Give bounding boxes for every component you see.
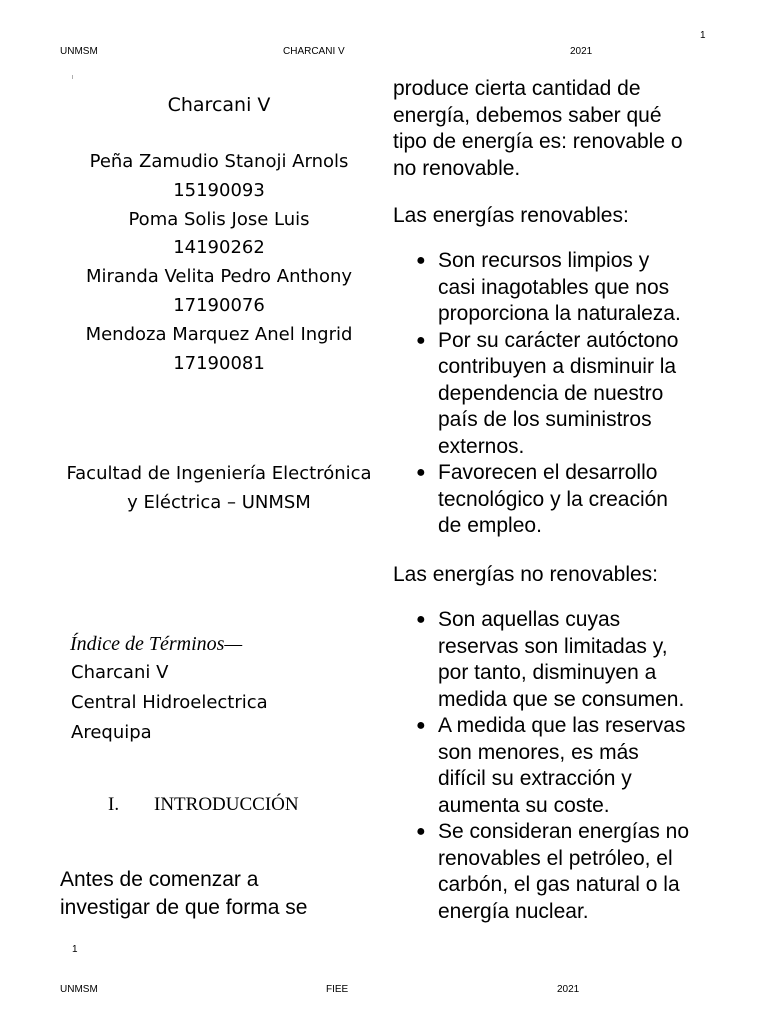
intro-text bbox=[60, 866, 307, 922]
nonrenewable-heading: Las energías no renovables: bbox=[393, 563, 659, 586]
text-line: tipo de energía es: renovable o bbox=[393, 130, 683, 153]
text-line: de empleo. bbox=[438, 514, 542, 537]
text-line: por tanto, disminuyen a bbox=[438, 661, 657, 684]
text-line: Favorecen el desarrollo bbox=[438, 461, 658, 484]
text-line: casi inagotables que nos bbox=[438, 275, 670, 299]
text-line: Son recursos limpios y bbox=[438, 249, 650, 272]
faculty-line: Facultad de Ingeniería Electrónica bbox=[66, 463, 372, 484]
text-line: medida que se consumen. bbox=[438, 687, 685, 711]
bullet-icon: ● bbox=[416, 252, 426, 269]
header-right: 2021 bbox=[570, 46, 593, 57]
footer-right: 2021 bbox=[557, 984, 580, 995]
text-line: Por su carácter autóctono bbox=[438, 328, 679, 352]
list-item bbox=[393, 248, 723, 328]
text-line: externos. bbox=[438, 434, 525, 458]
text-line: Se consideran energías no bbox=[438, 820, 690, 843]
section-title: INTRODUCCIÓN bbox=[154, 794, 299, 815]
text-line: Son aquellas cuyas bbox=[438, 608, 621, 631]
author-id: 14190262 bbox=[173, 237, 265, 259]
index-terms-list bbox=[71, 658, 389, 748]
renewable-heading: Las energías renovables: bbox=[393, 204, 629, 227]
text-line: dependencia de nuestro bbox=[438, 381, 664, 405]
text-line: son menores, es más bbox=[438, 740, 639, 764]
text-line: carbón, el gas natural o la bbox=[438, 873, 680, 896]
bullet-icon: ● bbox=[416, 331, 426, 349]
text-line: energía, debemos saber qué bbox=[393, 103, 662, 127]
index-term: Central Hidroelectrica bbox=[71, 692, 268, 713]
footer-left: UNMSM bbox=[60, 984, 98, 995]
author-id: 17190081 bbox=[173, 352, 265, 374]
renewable-list bbox=[393, 248, 723, 540]
header-center: CHARCANI V bbox=[283, 46, 345, 57]
text-line: tecnológico y la creación bbox=[438, 487, 668, 511]
text-line: aumenta su coste. bbox=[438, 793, 610, 817]
bullet-icon: ● bbox=[416, 611, 426, 628]
bullet-icon: ● bbox=[416, 823, 426, 840]
index-terms-heading: Índice de Términos— bbox=[70, 633, 243, 655]
author-name: Poma Solis Jose Luis bbox=[128, 208, 310, 230]
list-item bbox=[393, 713, 723, 819]
author-name: Miranda Velita Pedro Anthony bbox=[85, 266, 353, 288]
small-mark: I bbox=[72, 75, 74, 81]
paper-title: Charcani V bbox=[167, 94, 271, 116]
author-name: Peña Zamudio Stanoji Arnols bbox=[89, 151, 349, 172]
continuation-paragraph bbox=[393, 76, 723, 182]
intro-line: investigar de que forma se bbox=[60, 896, 308, 919]
list-item bbox=[393, 460, 723, 540]
footer-center: FIEE bbox=[326, 984, 349, 995]
nonrenewable-list bbox=[393, 607, 723, 925]
intro-line: Antes de comenzar a bbox=[60, 868, 259, 891]
text-line: no renovable. bbox=[393, 156, 521, 180]
index-term: Charcani V bbox=[71, 662, 169, 683]
faculty-line: y Eléctrica – UNMSM bbox=[127, 491, 311, 513]
faculty bbox=[60, 460, 378, 518]
text-line: produce cierta cantidad de bbox=[393, 77, 641, 100]
footnote-number: 1 bbox=[72, 944, 78, 955]
list-item bbox=[393, 607, 723, 713]
header-left: UNMSM bbox=[60, 46, 98, 57]
text-line: A medida que las reservas bbox=[438, 714, 686, 737]
author-id: 15190093 bbox=[173, 179, 265, 201]
text-line: contribuyen a disminuir la bbox=[438, 355, 677, 378]
list-item bbox=[393, 819, 723, 925]
author-list bbox=[60, 148, 378, 378]
bullet-icon: ● bbox=[416, 464, 426, 481]
text-line: país de los suministros bbox=[438, 408, 652, 431]
text-line: energía nuclear. bbox=[438, 899, 589, 923]
author-name: Mendoza Marquez Anel Ingrid bbox=[85, 323, 353, 345]
author-id: 17190076 bbox=[173, 294, 265, 316]
index-term: Arequipa bbox=[71, 722, 152, 743]
text-line: difícil su extracción y bbox=[438, 767, 632, 790]
section-number: I. bbox=[108, 794, 120, 815]
page-number-top: 1 bbox=[700, 30, 706, 41]
text-line: renovables el petróleo, el bbox=[438, 846, 673, 870]
list-item bbox=[393, 328, 723, 461]
bullet-icon: ● bbox=[416, 717, 426, 734]
text-line: proporciona la naturaleza. bbox=[438, 302, 681, 325]
text-line: reservas son limitadas y, bbox=[438, 634, 668, 658]
